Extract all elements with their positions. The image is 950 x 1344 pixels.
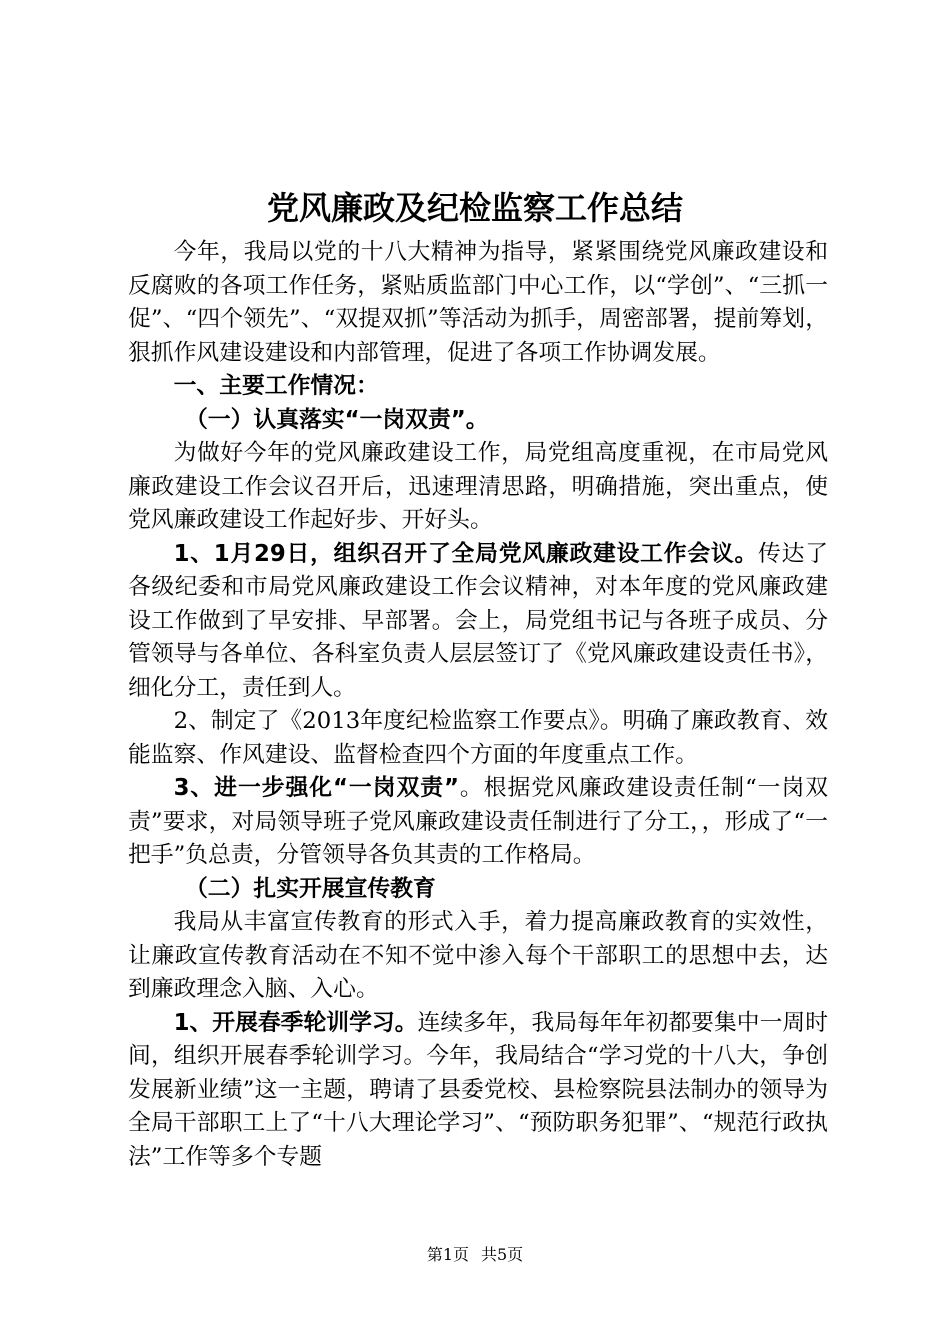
item-2-work-points bbox=[128, 705, 828, 772]
intro-paragraph: 今年，我局以党的十八大精神为指导，紧紧围绕党风廉政建设和反腐败的各项工作任务，紧贴质监部门中心工作，以“学创”、“三抓一促”、“四个领先”、“双提双抓”等活动为抓手，周密部署，提前筹划，狠抓作风建设建设和内部管理，促进了各项工作协调发展。 bbox=[128, 239, 828, 366]
item-2-lead: 2、制定了《2013年度纪检监察工作要点》 bbox=[173, 708, 600, 734]
document-title: 党风廉政及纪检监察工作总结 bbox=[266, 189, 683, 227]
item-3-strengthen bbox=[128, 772, 828, 873]
page-number: 第1页 bbox=[426, 1245, 469, 1264]
item-2-text: 。明确了廉政教育、效能监察、作风建设、监督检查四个方面的年度重点工作。 bbox=[128, 708, 829, 768]
item-3-text: 。根据党风廉政建设责任制“一岗双责”要求，对局领导班子党风廉政建设责任制进行了分工，，形成了“一把手”负总责，分管领导各负其责的工作格局。 bbox=[128, 775, 829, 868]
item-4-text: 连续多年，我局每年年初都要集中一周时间，组织开展春季轮训学习。今年，我局结合“学习党的十八大，争创发展新业绩”这一主题，聘请了县委党校、县检察院县法制办的领导为全局干部职工上了“十八大理论学习”、“预防职务犯罪”、“规范行政执法”工作等多个专题 bbox=[128, 1009, 828, 1170]
item-3-lead: 3、进一步强化“一岗双责” bbox=[173, 775, 459, 801]
page-footer bbox=[0, 1244, 950, 1266]
section-heading-main-work: 一、主要工作情况： bbox=[173, 373, 379, 399]
subsection-2-intro: 我局从丰富宣传教育的形式入手，着力提高廉政教育的实效性，让廉政宣传教育活动在不知不觉中渗入每个干部职工的思想中去，达到廉政理念入脑、入心。 bbox=[128, 909, 828, 1002]
item-1-text: 传达了各级纪委和市局党风廉政建设工作会议精神，对本年度的党风廉政建设工作做到了早安排、早部署。会上，局党组书记与各班子成员、分管领导与各单位、各科室负责人层层签订了《党风廉政建设责任书》，细化分工，责任到人。 bbox=[128, 540, 828, 701]
item-1-meeting bbox=[128, 538, 828, 706]
page-total: 共5页 bbox=[481, 1245, 524, 1264]
item-1-lead: 1、1月29日，组织召开了全局党风廉政建设工作会议。 bbox=[173, 540, 759, 567]
subsection-heading-publicity-education: （二）扎实开展宣传教育 bbox=[185, 875, 436, 902]
subsection-1-intro: 为做好今年的党风廉政建设工作，局党组高度重视，在市局党风廉政建设工作会议召开后，迅速理清思路，明确措施，突出重点，使党风廉政建设工作起好步、开好头。 bbox=[128, 440, 828, 533]
item-4-lead: 1、开展春季轮训学习。 bbox=[173, 1009, 418, 1036]
item-4-spring-training bbox=[128, 1007, 828, 1175]
document-body bbox=[128, 236, 828, 1174]
subsection-heading-one-post-two-duties: （一）认真落实“一岗双责”。 bbox=[185, 406, 489, 433]
